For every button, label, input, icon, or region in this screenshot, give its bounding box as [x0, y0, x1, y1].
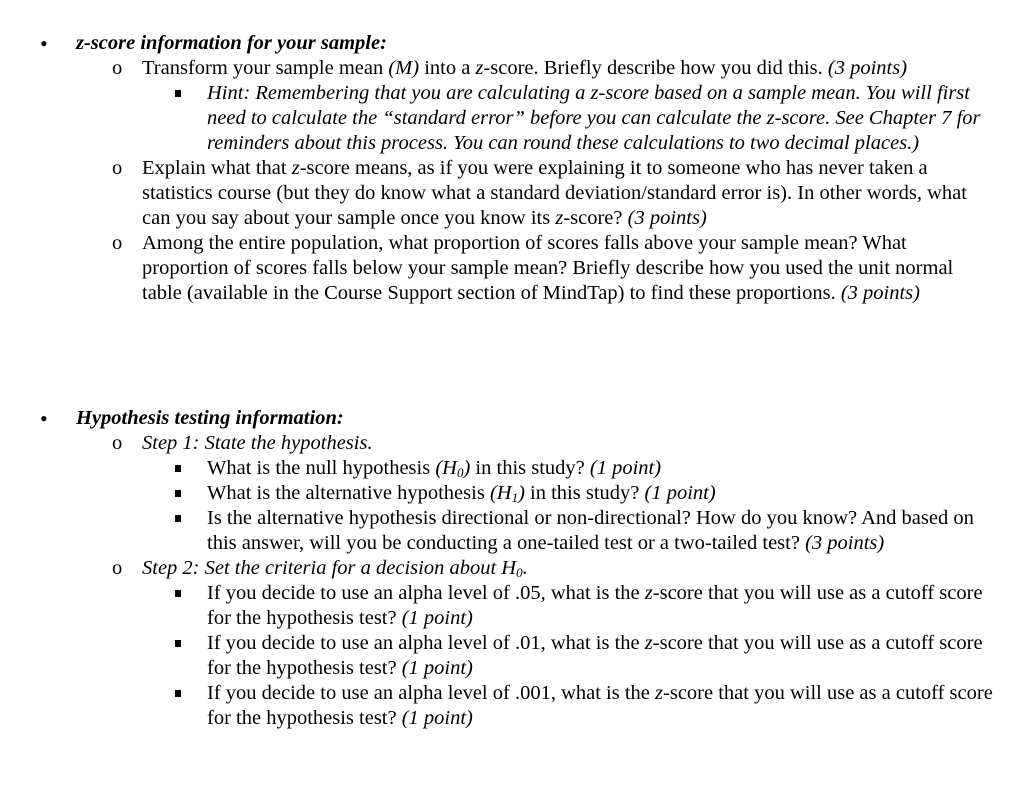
points-label: (3 points): [805, 532, 885, 554]
step-label: [142, 557, 528, 579]
question-text: What is the alternative hypothesis: [207, 482, 490, 504]
points-label: (1 point): [401, 707, 473, 729]
points-label: (1 point): [401, 607, 473, 629]
bullet-circle: o: [112, 57, 123, 79]
question-text: If you decide to use an alpha level of .05, what is the: [207, 582, 645, 604]
question-text: -score?: [563, 207, 628, 229]
question-text: in this study?: [524, 482, 645, 504]
symbol-h: (H: [489, 482, 512, 504]
zscore-section: [0, 31, 1024, 306]
section-title: z-score information for your sample:: [76, 32, 387, 54]
bullet-square: [175, 690, 181, 697]
question-text: -score that you will use as a cutoff score for the hypothesis test?: [207, 582, 983, 629]
bullet-square: [175, 465, 181, 472]
bullet-circle: o: [112, 232, 123, 254]
step-subitem: [0, 506, 1024, 556]
step-subitem: [0, 481, 1024, 506]
bullet-dot: •: [40, 406, 48, 431]
symbol-h0: [435, 457, 470, 479]
points-label: (3 points): [627, 207, 707, 229]
step-label: Step 1: State the hypothesis.: [142, 432, 373, 454]
symbol-paren: ): [463, 457, 471, 479]
question-text: Among the entire population, what proportion of scores falls above your sample mean? What proportion of scores falls below your sample mean? Briefly describe how you used the unit normal table (available in the Course Support section of MindTap) to find these proportions.: [142, 232, 954, 304]
step-label-end: .: [522, 557, 528, 579]
question-text: What is the null hypothesis: [207, 457, 436, 479]
question-text: in this study?: [470, 457, 590, 479]
points-label: (1 point): [589, 457, 662, 479]
step-item: [0, 431, 1024, 456]
bullet-square: [175, 590, 181, 597]
question-text: into a: [419, 57, 476, 79]
symbol-z: z: [475, 57, 484, 79]
question-text: If you decide to use an alpha level of .001, what is the: [207, 682, 656, 704]
bullet-square: [175, 490, 181, 497]
step-label-text: Step 2: Set the criteria for a decision about H: [142, 557, 517, 579]
step-subitem: [0, 456, 1024, 481]
hypothesis-section: [0, 406, 1024, 731]
bullet-circle: o: [112, 432, 123, 454]
symbol-z: z: [555, 207, 564, 229]
symbol-z: z: [655, 682, 664, 704]
symbol-z: z: [644, 632, 653, 654]
question-text: Is the alternative hypothesis directional or non-directional? How do you know? And based on this answer, will you be conducting a one-tailed test or a two-tailed test?: [207, 507, 974, 554]
hypothesis-heading: [0, 406, 1024, 431]
question-text: -score that you will use as a cutoff score for the hypothesis test?: [207, 682, 993, 729]
question-text: -score means, as if you were explaining it to someone who has never taken a statistics course (but they do know what a standard deviation/standard error is). In other words, what can you say about your sample once you know its: [142, 157, 967, 229]
question-item: [0, 56, 1024, 81]
zscore-heading: [0, 31, 1024, 56]
symbol-h1: [490, 482, 525, 504]
points-label: (3 points): [840, 282, 920, 304]
subscript: 0: [456, 465, 464, 480]
step-item: [0, 556, 1024, 581]
bullet-circle: o: [112, 157, 123, 179]
points-label: (3 points): [827, 57, 908, 79]
hint-text: Hint: Remembering that you are calculating a z-score based on a sample mean. You will first need to calculate the “standard error” before you can calculate the z-score. See Chapter 7 for reminders about this process. You can round these calculations to two decimal places.): [207, 82, 981, 154]
symbol-m: (M): [388, 57, 420, 79]
question-text: -score that you will use as a cutoff score for the hypothesis test?: [207, 632, 983, 679]
question-text: -score. Briefly describe how you did this.: [483, 57, 828, 79]
bullet-square: [175, 515, 181, 522]
question-text: Explain what that: [142, 157, 292, 179]
question-item: [0, 231, 1024, 306]
symbol-paren: ): [518, 482, 525, 504]
step-subitem: [0, 581, 1024, 631]
bullet-square: [175, 640, 181, 647]
question-text: Transform your sample mean: [142, 57, 389, 79]
points-label: (1 point): [401, 657, 473, 679]
symbol-z: z: [644, 582, 653, 604]
bullet-square: [175, 90, 181, 97]
bullet-dot: •: [40, 31, 48, 56]
hint-item: [0, 81, 1024, 156]
symbol-z: z: [291, 157, 300, 179]
bullet-circle: o: [112, 557, 123, 579]
section-title: Hypothesis testing information:: [76, 407, 344, 429]
subscript: 0: [516, 565, 523, 580]
step-subitem: [0, 681, 1024, 731]
question-text: If you decide to use an alpha level of .01, what is the: [207, 632, 645, 654]
points-label: (1 point): [644, 482, 716, 504]
step-subitem: [0, 631, 1024, 681]
symbol-h: (H: [435, 457, 457, 479]
subscript: 1: [511, 490, 519, 505]
question-item: [0, 156, 1024, 231]
